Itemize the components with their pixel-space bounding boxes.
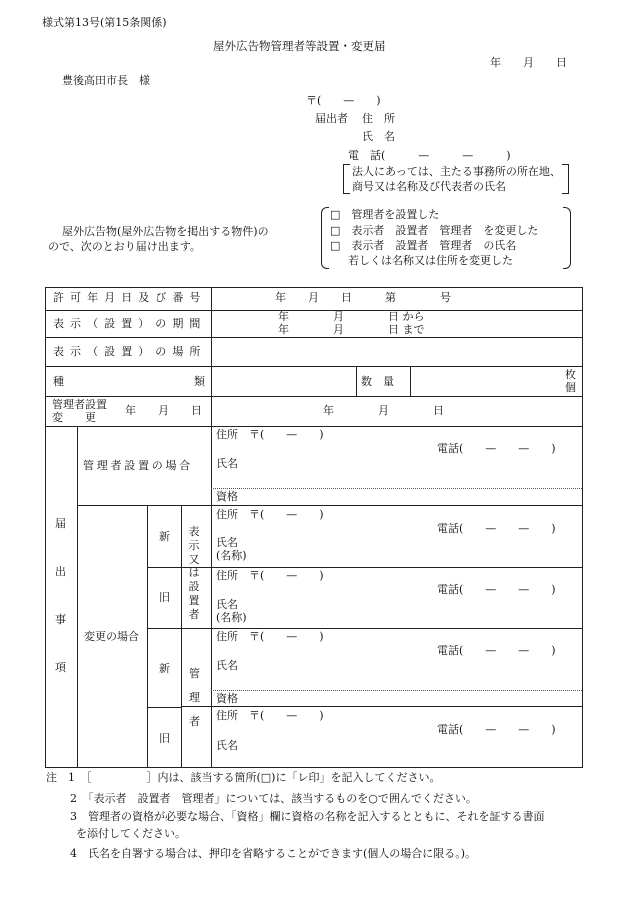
applicant-label: 届出者 <box>315 112 348 125</box>
displayer-new-label: 新 <box>159 530 170 543</box>
unit-sheets: 枚 <box>565 368 576 381</box>
items-label-1: 届 <box>55 517 66 530</box>
mgr-set-address[interactable]: 住所 〒( — ) <box>216 428 324 441</box>
displayer-old-label: 旧 <box>159 591 170 604</box>
type-label-2: 類 <box>194 375 205 388</box>
displayer-new-name[interactable]: 氏名 <box>216 536 238 549</box>
place-label: 表示（設置）の場所 <box>53 345 207 358</box>
manager-set-case-label: 管理者設置の場合 <box>83 459 193 472</box>
intro-line2: ので、次のとおり届け出ます。 <box>48 240 201 253</box>
manager-vertical-3: 者 <box>189 715 200 728</box>
corp-note-line2: 商号又は名称及び代表者の氏名 <box>352 180 506 193</box>
period-from[interactable]: 年 月 日 から <box>278 310 425 323</box>
manager-new-address[interactable]: 住所 〒( — ) <box>216 630 324 643</box>
submission-date: 年 月 日 <box>490 56 567 69</box>
manager-change-date-left[interactable]: 年 月 日 <box>125 404 202 417</box>
manager-vertical-2: 理 <box>189 691 200 704</box>
option-manager-set[interactable]: □ 管理者を設置した <box>330 208 440 221</box>
period-label: 表示（設置）の期間 <box>53 317 207 330</box>
note-2: 2 「表示者 設置者 管理者」については、該当するものを○で囲んでください。 <box>70 792 477 805</box>
addressee: 豊後高田市長 様 <box>62 74 150 87</box>
option-name-changed[interactable]: □ 表示者 設置者 管理者 の氏名 <box>330 239 517 252</box>
items-label-2: 出 <box>55 565 66 578</box>
manager-new-phone[interactable]: 電話( — — ) <box>437 644 556 657</box>
applicant-postal: 〒( — ) <box>306 94 381 107</box>
option-name-changed-cont: 若しくは名称又は住所を変更した <box>348 254 513 267</box>
permit-value[interactable]: 年 月 日 第 号 <box>275 291 451 304</box>
displayer-new-alias: (名称) <box>216 549 247 562</box>
applicant-address-label: 住 所 <box>362 112 395 125</box>
options-bracket-left <box>321 207 329 269</box>
corp-note-bracket-left <box>343 164 350 194</box>
corp-note-bracket-right <box>562 164 569 194</box>
displayer-old-phone[interactable]: 電話( — — ) <box>437 583 556 596</box>
mgr-set-qualification[interactable]: 資格 <box>216 490 238 503</box>
manager-change-date-right[interactable]: 年 月 日 <box>323 404 444 417</box>
mgr-set-name[interactable]: 氏名 <box>216 457 238 470</box>
displayer-new-phone[interactable]: 電話( — — ) <box>437 522 556 535</box>
manager-old-name[interactable]: 氏名 <box>216 739 238 752</box>
type-label-1: 種 <box>53 375 64 388</box>
permit-label: 許可年月日及び番号 <box>53 291 207 304</box>
manager-new-name[interactable]: 氏名 <box>216 659 238 672</box>
manager-change-label-1: 管理者設置 <box>52 398 107 411</box>
note-3b: を添付してください。 <box>76 827 186 840</box>
change-case-label: 変更の場合 <box>84 630 139 643</box>
displayer-vertical-label: 表示又は設置者 <box>188 525 200 621</box>
period-to[interactable]: 年 月 日 まで <box>278 323 425 336</box>
quantity-label: 数 量 <box>361 375 394 388</box>
displayer-new-address[interactable]: 住所 〒( — ) <box>216 508 324 521</box>
displayer-old-alias: (名称) <box>216 611 247 624</box>
manager-change-label-2: 変 更 <box>52 411 96 424</box>
unit-pieces: 個 <box>565 381 576 394</box>
manager-new-qualification[interactable]: 資格 <box>216 692 238 705</box>
items-label-3: 事 <box>55 613 66 626</box>
form-title: 屋外広告物管理者等設置・変更届 <box>213 39 386 53</box>
intro-line1: 屋外広告物(屋外広告物を掲出する物件)の <box>62 225 269 238</box>
note-3a: 3 管理者の資格が必要な場合、「資格」欄に資格の名称を記入するとともに、それを証する書面 <box>70 810 545 823</box>
applicant-name-label: 氏 名 <box>362 130 395 143</box>
note-1: 注 1 ［ ］内は、該当する箇所(□)に「レ印」を記入してください。 <box>46 771 441 784</box>
form-number: 様式第13号(第15条関係) <box>42 16 167 29</box>
manager-old-phone[interactable]: 電話( — — ) <box>437 723 556 736</box>
corp-note-line1: 法人にあっては、主たる事務所の所在地、 <box>352 165 561 178</box>
items-label-4: 項 <box>55 661 66 674</box>
manager-vertical-1: 管 <box>189 667 200 680</box>
mgr-set-phone[interactable]: 電話( — — ) <box>437 442 556 455</box>
displayer-old-address[interactable]: 住所 〒( — ) <box>216 569 324 582</box>
applicant-phone: 電 話( — — ) <box>348 149 511 162</box>
manager-old-label: 旧 <box>159 732 170 745</box>
displayer-old-name[interactable]: 氏名 <box>216 598 238 611</box>
options-bracket-right <box>563 207 571 269</box>
note-4: 4 氏名を自署する場合は、押印を省略することができます(個人の場合に限る。)。 <box>70 847 477 860</box>
manager-old-address[interactable]: 住所 〒( — ) <box>216 709 324 722</box>
manager-new-label: 新 <box>159 662 170 675</box>
option-changed[interactable]: □ 表示者 設置者 管理者 を変更した <box>330 224 539 237</box>
